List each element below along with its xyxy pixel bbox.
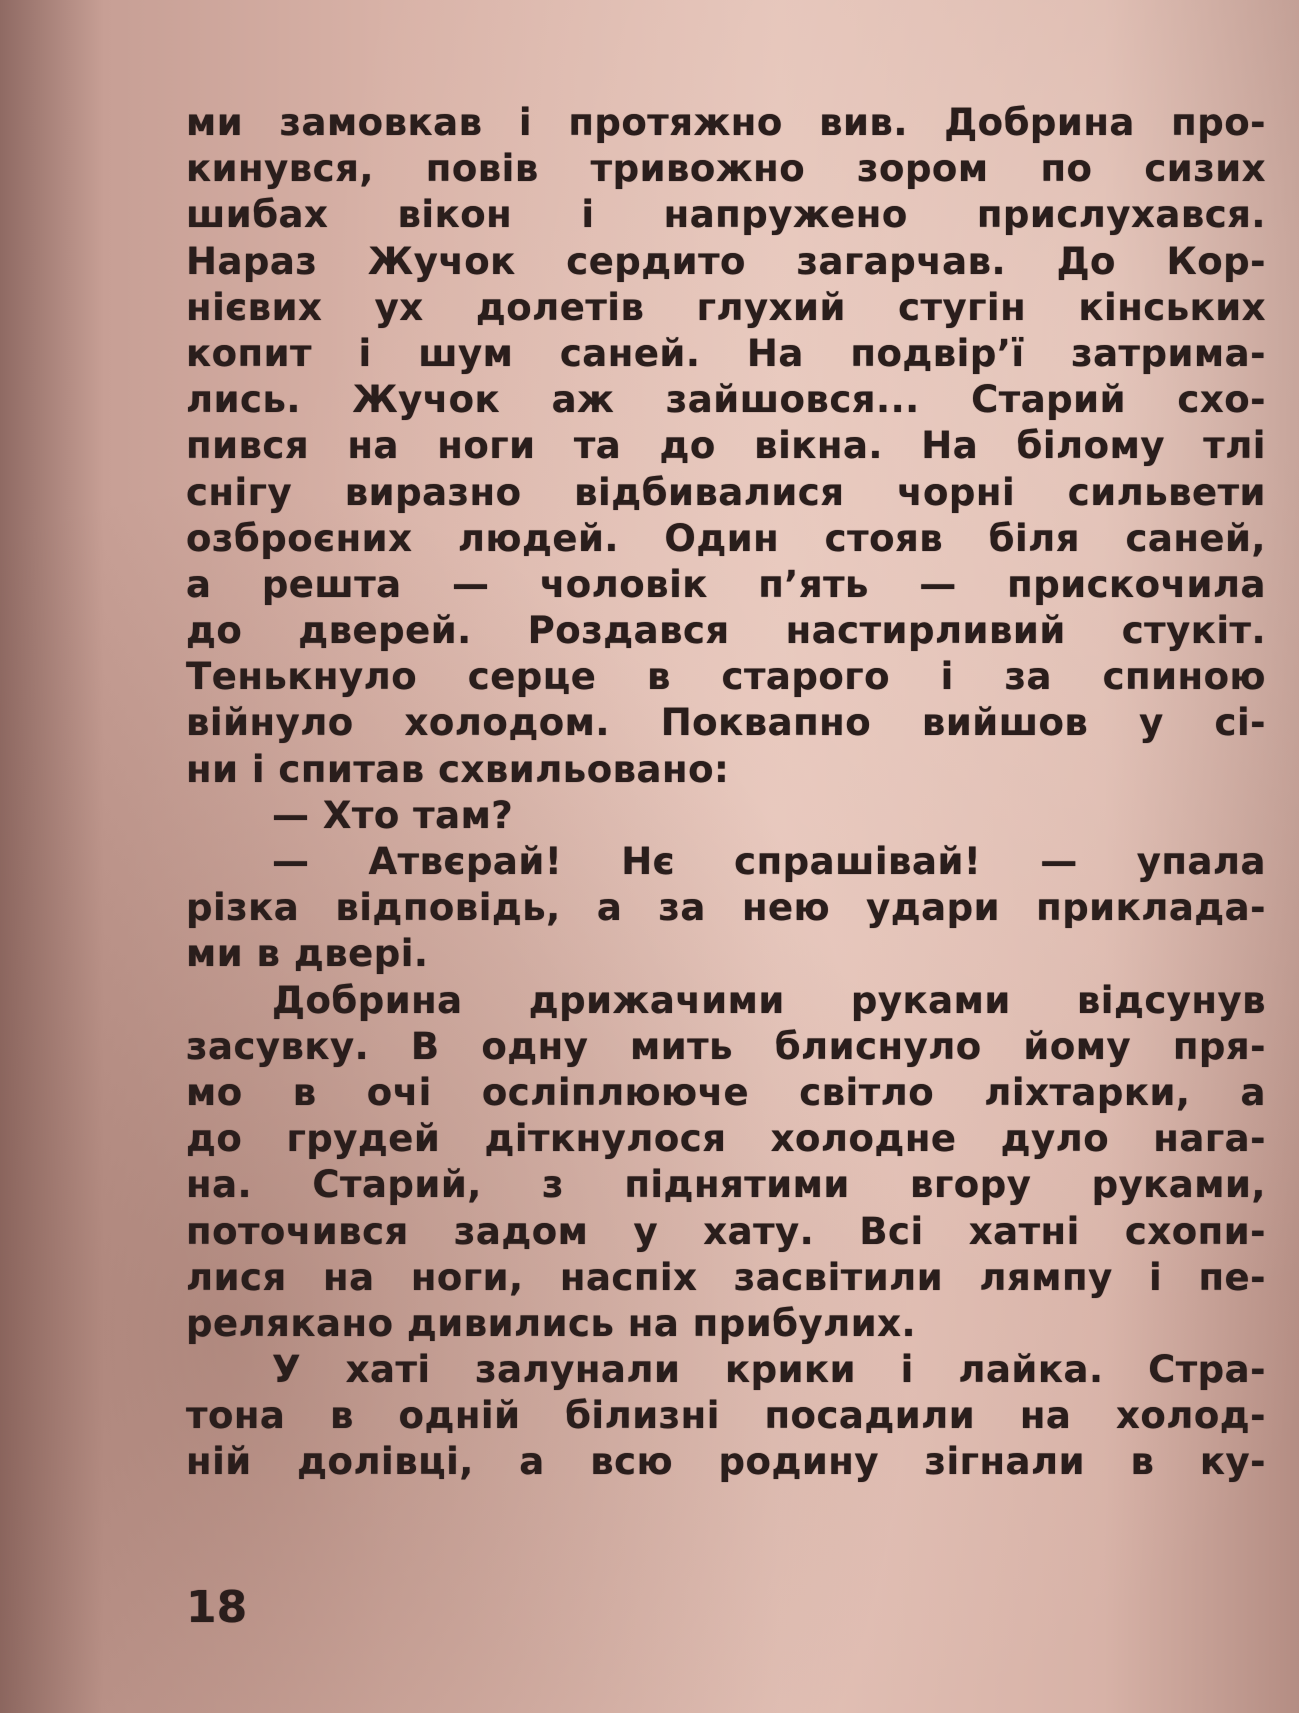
text-line: мо в очі осліплююче світло ліхтарки, а [186, 1070, 1266, 1114]
body-text [186, 100, 1266, 1486]
text-line: тона в одній білизні посадили на холод- [186, 1394, 1266, 1438]
text-line: до грудей діткнулося холодне дуло нага- [186, 1117, 1266, 1161]
text-line: шибах вікон і напружено прислухався. [186, 193, 1266, 237]
text-line: лися на ноги, наспіх засвітили лямпу і пе- [186, 1255, 1266, 1299]
text-line: а решта — чоловік п’ять — прискочила [186, 562, 1266, 606]
text-line: війнуло холодом. Поквапно вийшов у сі- [186, 701, 1266, 745]
page-number: 18 [186, 1582, 248, 1633]
text-line: У хаті залунали крики і лайка. Стра- [272, 1348, 1266, 1392]
text-line: на. Старий, з піднятими вгору руками, [186, 1163, 1266, 1207]
text-line: снігу виразно відбивалися чорні сильвети [186, 470, 1266, 514]
text-line: — Атвєрай! Нє спрашівай! — упала [272, 840, 1266, 883]
text-line: пився на ноги та до вікна. На білому тлі [186, 424, 1266, 468]
text-line: різка відповідь, а за нею удари приклада- [186, 886, 1266, 930]
text-line: ми замовкав і протяжно вив. Добрина про- [186, 101, 1266, 144]
text-line: — Хто там? [272, 793, 514, 837]
text-line: нієвих ух долетів глухий стугін кінських [186, 285, 1266, 329]
text-line: до дверей. Роздався настирливий стукіт. [186, 609, 1266, 653]
text-line: Тенькнуло серце в старого і за спиною [186, 655, 1266, 699]
text-line: кинувся, повів тривожно зором по сизих [186, 147, 1266, 191]
text-line: релякано дивились на прибулих. [186, 1301, 917, 1345]
text-line: лись. Жучок аж зайшовся... Старий схо- [186, 378, 1266, 422]
text-line: Нараз Жучок сердито загарчав. До Кор- [186, 239, 1266, 283]
text-line: ни і спитав схвильовано: [186, 747, 730, 791]
text-line: засувку. В одну мить блиснуло йому пря- [186, 1024, 1266, 1068]
text-line: ній долівці, а всю родину зігнали в ку- [186, 1440, 1266, 1484]
text-line: ми в двері. [186, 932, 429, 976]
text-line: Добрина дрижачими руками відсунув [272, 978, 1266, 1022]
text-line: поточився задом у хату. Всі хатні схопи- [186, 1209, 1266, 1253]
text-line: копит і шум саней. На подвір’ї затрима- [186, 331, 1266, 375]
text-line: озброєних людей. Один стояв біля саней, [186, 516, 1266, 560]
